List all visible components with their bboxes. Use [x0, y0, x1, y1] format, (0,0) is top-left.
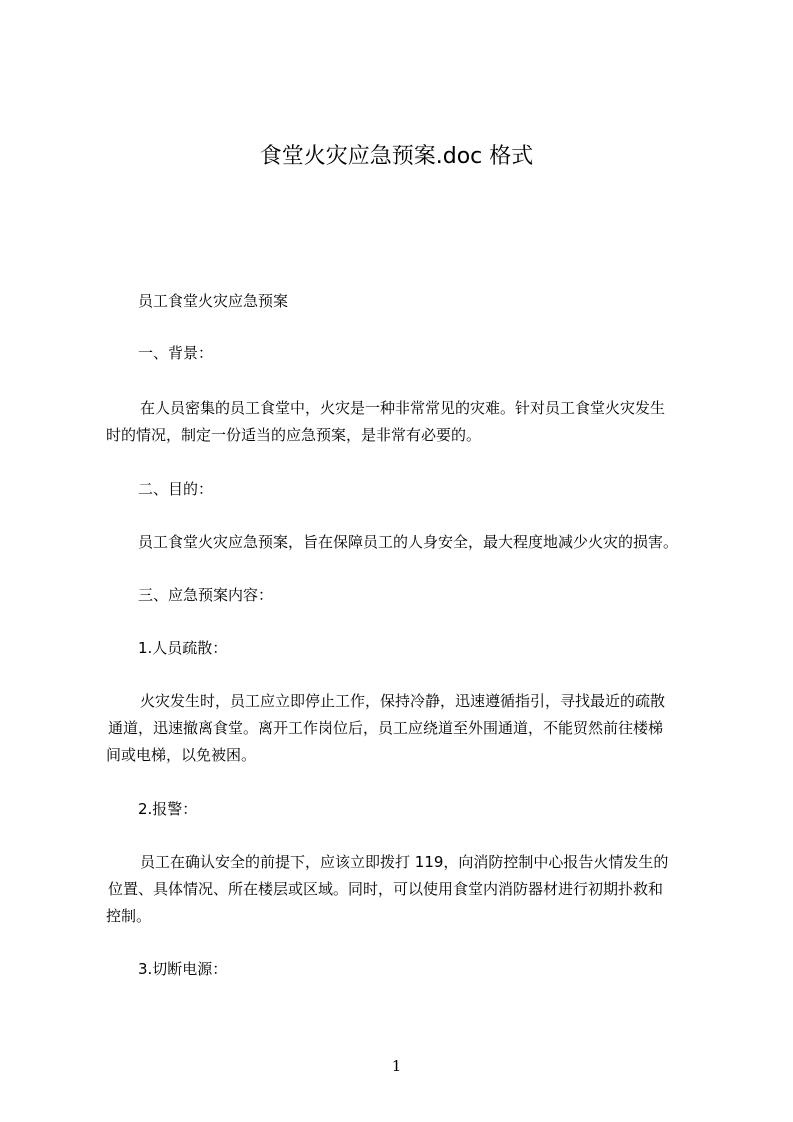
- background-paragraph-line: 时的情况，制定一份适当的应急预案，是非常有必要的。: [106, 426, 482, 444]
- item2-paragraph-line: 位置、具体情况、所在楼层或区域。同时，可以使用食堂内消防器材进行初期扑救和: [108, 880, 664, 898]
- purpose-paragraph-line: 员工食堂火灾应急预案，旨在保障员工的人身安全，最大程度地减少火灾的损害。: [138, 533, 679, 551]
- document-subtitle: 员工食堂火灾应急预案: [138, 292, 289, 310]
- item1-paragraph-line: 通道，迅速撤离食堂。离开工作岗位后，员工应绕道至外围通道，不能贸然前往楼梯: [108, 719, 664, 737]
- item2-paragraph-line: 员工在确认安全的前提下，应该立即拨打 119，向消防控制中心报告火情发生的: [140, 853, 669, 871]
- document-title: 食堂火灾应急预案.doc 格式: [259, 144, 534, 169]
- item1-paragraph-line: 间或电梯，以免被困。: [106, 746, 257, 764]
- item2-heading: 2.报警：: [138, 800, 198, 818]
- background-paragraph-line: 在人员密集的员工食堂中，火灾是一种非常常见的灾难。针对员工食堂火灾发生: [140, 399, 666, 417]
- item1-paragraph-line: 火灾发生时，员工应立即停止工作，保持冷静，迅速遵循指引，寻找最近的疏散: [140, 692, 666, 710]
- content-heading: 三、应急预案内容：: [138, 586, 274, 604]
- page-number: 1: [391, 1057, 402, 1075]
- background-heading: 一、背景：: [138, 344, 214, 362]
- item3-heading: 3.切断电源：: [138, 960, 228, 978]
- purpose-heading: 二、目的：: [138, 480, 214, 498]
- item2-paragraph-line: 控制。: [106, 907, 152, 925]
- item1-heading: 1.人员疏散：: [138, 639, 228, 657]
